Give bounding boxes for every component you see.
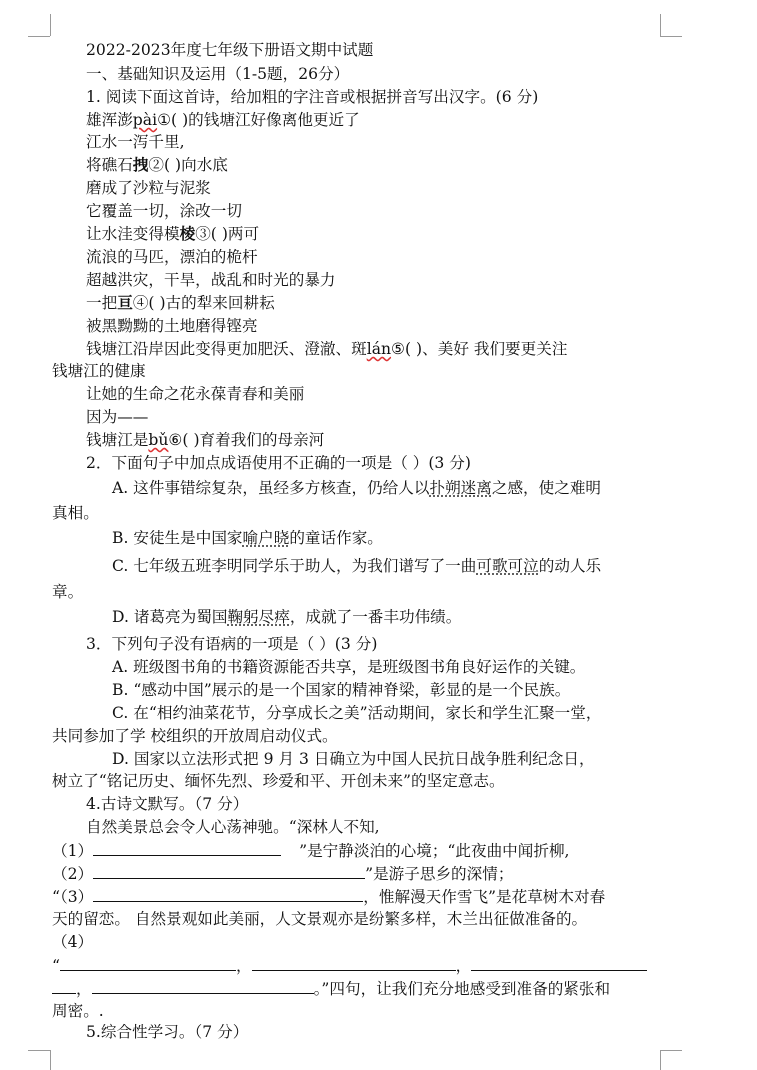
dotted-idiom: 可歌可泣 [476,557,539,575]
q4-line-7: ， 。”四句，让我们充分地感受到准备的紧张和 [52,978,610,999]
q4-line-4: 天的留恋。 自然景观如此美丽，人文景观亦是纷繁多样，木兰出征做准备的。 [52,910,588,928]
q4-intro: 自然美景总会令人心荡神驰。“深林人不知, [86,818,380,836]
crop-mark-bottom-left [50,1050,51,1070]
q2-option-c-cont: 章。 [52,583,84,601]
pinyin-annotation: lán [366,340,392,358]
answer-blank[interactable] [471,955,647,971]
dotted-idiom: 鞠躬尽瘁 [227,608,290,626]
question-2-stem: 2．下面句子中加点成语使用不正确的一项是（ ）(3 分) [86,454,471,472]
crop-mark-bottom-right-h [660,1050,682,1051]
poem-line-12: 让她的生命之花永葆青春和美丽 [86,385,305,403]
answer-blank[interactable] [92,978,314,994]
q4-line-3: “（3） ，惟解漫天作雪飞”是花草树木对春 [52,888,606,906]
bold-character: 棱 [179,224,196,243]
q4-line-6: “ ， ， [52,955,647,976]
q3-option-a: A. 班级图书角的书籍资源能否共享，是班级图书角良好运作的关键。 [112,658,586,676]
q4-line-1: （1） ”是宁静淡泊的心境；“此夜曲中闻折柳, [52,842,570,860]
poem-line-8: 超越洪灾，干旱，战乱和时光的暴力 [86,271,336,289]
pinyin-annotation: bǔ [148,431,169,449]
crop-mark-top-left-h [28,36,50,37]
answer-blank[interactable] [252,955,456,971]
dotted-idiom: 扑朔迷离 [429,479,492,497]
poem-line-5: 它覆盖一切，涂改一切 [86,202,242,220]
q2-option-a: A. 这件事错综复杂，虽经多方核查，仍给人以扑朔迷离之感，使之难明 [112,479,602,497]
crop-mark-top-right-h [660,36,682,37]
poem-line-2: 江水一泻千里, [86,133,185,151]
question-3-stem: 3．下列句子没有语病的一项是（ ）(3 分) [86,635,378,653]
question-5-stem: 5.综合性学习。（7 分） [86,1023,249,1041]
poem-line-11: 钱塘江沿岸因此变得更加肥沃、澄澈、斑lán⑤( )、美好 我们要更关注 [86,340,568,358]
page-title: 2022-2023年度七年级下册语文期中试题 [86,41,374,59]
q3-option-c: C. 在“相约油菜花节，分享成长之美”活动期间，家长和学生汇聚一堂， [112,704,602,722]
poem-line-1: 雄浑澎pài①( )的钱塘江好像离他更近了 [86,111,360,129]
bold-character: 拽 [132,155,149,174]
poem-line-7: 流浪的马匹，漂泊的桅杆 [86,248,258,266]
poem-line-14: 钱塘江是bǔ⑥( )育着我们的母亲河 [86,431,325,449]
poem-line-10: 被黑黝黝的土地磨得铿亮 [86,317,258,335]
q4-line-2: （2） ”是游子思乡的深情； [52,865,514,883]
answer-blank[interactable] [93,840,281,856]
dotted-idiom: 喻户晓 [242,529,290,547]
q3-option-b: B. “感动中国”展示的是一个国家的精神脊梁，彰显的是一个民族。 [112,681,571,699]
poem-line-4: 磨成了沙粒与泥浆 [86,179,211,197]
q2-option-d: D. 诸葛亮为蜀国鞠躬尽瘁，成就了一番丰功伟绩。 [112,608,462,626]
q4-line-5: （4） [52,933,94,951]
poem-line-13: 因为—— [86,408,149,426]
question-4-stem: 4.古诗文默写。（7 分） [86,795,249,813]
q3-option-d: D. 国家以立法形式把 9 月 3 日确立为中国人民抗日战争胜利纪念日， [112,750,595,768]
q2-option-a-cont: 真相。 [52,504,99,522]
answer-blank[interactable] [60,955,236,971]
question-1-stem: 1. 阅读下面这首诗，给加粗的字注音或根据拼音写出汉字。(6 分) [86,88,539,106]
q4-line-8: 周密。. [52,1002,104,1020]
pinyin-annotation: pài [132,111,158,129]
q3-option-c-cont: 共同参加了学 校组织的开放周启动仪式。 [52,727,338,745]
crop-mark-bottom-right [660,1050,661,1070]
section-heading: 一、基础知识及运用（1-5题，26分） [86,65,350,83]
poem-line-9: 一把亘④( )古的犁来回耕耘 [86,293,275,312]
q3-option-d-cont: 树立了“铭记历史、缅怀先烈、珍爱和平、开创未来”的坚定意志。 [52,772,505,790]
crop-mark-bottom-left-h [28,1050,50,1051]
q2-option-c: C. 七年级五班李明同学乐于助人，为我们谱写了一曲可歌可泣的动人乐 [112,557,602,575]
answer-blank[interactable] [93,886,363,902]
bold-character: 亘 [117,293,133,312]
answer-blank[interactable] [52,978,76,994]
answer-blank[interactable] [93,863,365,879]
poem-line-6: 让水洼变得模棱③( )两可 [86,224,260,243]
poem-line-11-cont: 钱塘江的健康 [52,362,146,380]
crop-mark-top-left [50,14,51,36]
poem-line-3: 将礁石拽②( )向水底 [86,155,228,174]
q2-option-b: B. 安徒生是中国家喻户晓的童话作家。 [112,529,383,547]
crop-mark-top-right [660,14,661,36]
